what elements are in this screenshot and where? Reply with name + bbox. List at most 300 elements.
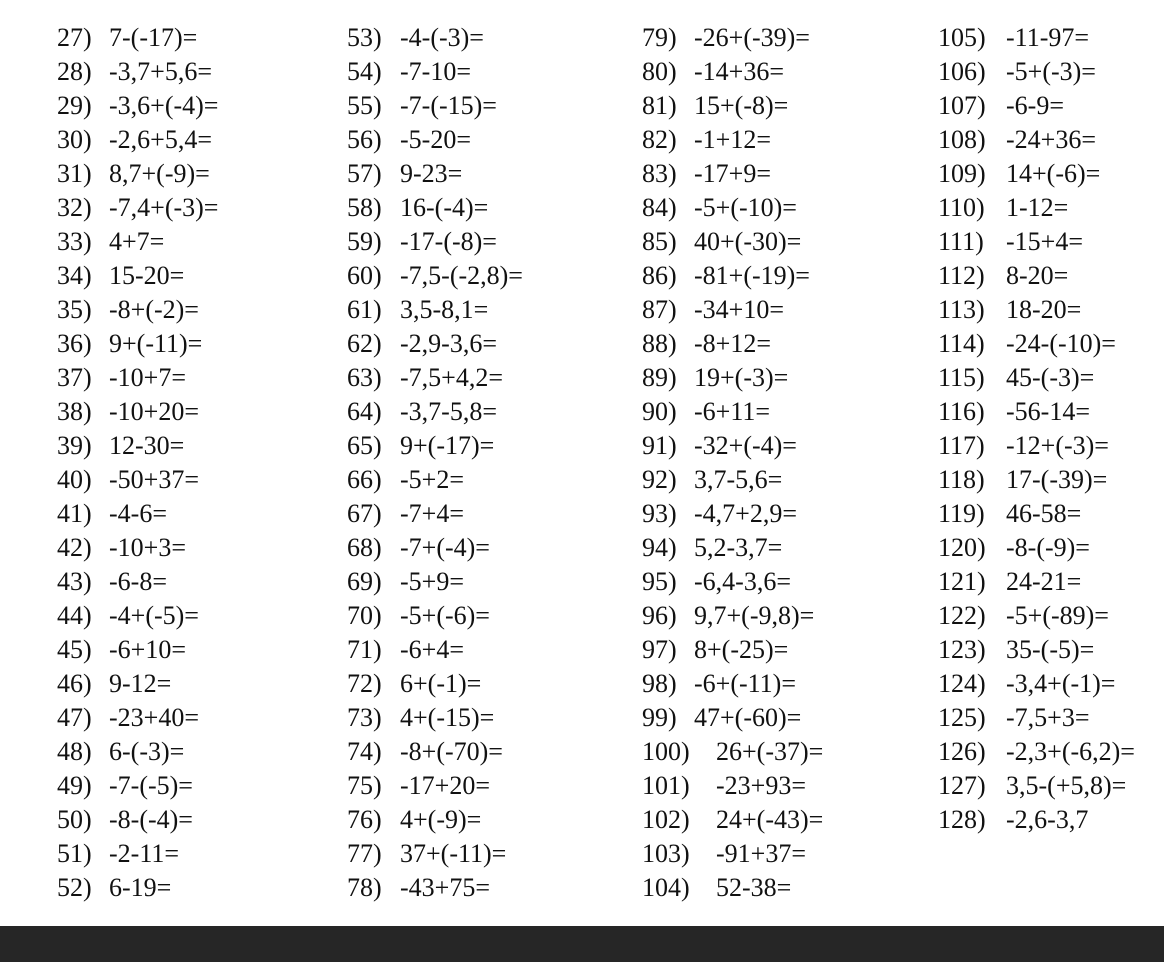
- exercise-item: [642, 701, 823, 735]
- exercise-item: [938, 735, 1135, 769]
- exercise-item: [642, 497, 823, 531]
- exercise-expression: 52-38=: [716, 873, 792, 902]
- exercise-number: 110): [938, 193, 985, 222]
- exercise-number: 78): [347, 873, 382, 902]
- exercise-item: [642, 667, 823, 701]
- exercise-number: 49): [57, 771, 92, 800]
- exercise-number: 28): [57, 57, 92, 86]
- exercise-expression: -32+(-4)=: [694, 431, 797, 460]
- exercise-item: [642, 123, 823, 157]
- exercise-item: [57, 599, 218, 633]
- exercise-expression: -24+36=: [1006, 125, 1096, 154]
- exercise-item: [347, 633, 523, 667]
- exercise-number: 127): [938, 771, 986, 800]
- exercise-item: [57, 565, 218, 599]
- exercise-number: 67): [347, 499, 382, 528]
- exercise-number: 96): [642, 601, 677, 630]
- exercise-number: 111): [938, 227, 984, 256]
- exercise-expression: -8+12=: [694, 329, 771, 358]
- exercise-expression: 8-20=: [1006, 261, 1069, 290]
- exercise-item: [642, 429, 823, 463]
- exercise-item: [938, 497, 1135, 531]
- exercise-item: [57, 21, 218, 55]
- exercise-number: 117): [938, 431, 985, 460]
- exercise-expression: -17+20=: [400, 771, 490, 800]
- exercise-item: [938, 55, 1135, 89]
- exercise-number: 31): [57, 159, 92, 188]
- exercise-item: [938, 667, 1135, 701]
- exercise-item: [347, 327, 523, 361]
- exercise-expression: -5+2=: [400, 465, 464, 494]
- exercise-expression: -12+(-3)=: [1006, 431, 1109, 460]
- exercise-expression: -8-(-9)=: [1006, 533, 1090, 562]
- exercise-number: 55): [347, 91, 382, 120]
- exercise-expression: -26+(-39)=: [694, 23, 810, 52]
- exercise-expression: 45-(-3)=: [1006, 363, 1095, 392]
- exercise-expression: 6-(-3)=: [109, 737, 185, 766]
- exercise-expression: -15+4=: [1006, 227, 1083, 256]
- exercise-expression: -3,6+(-4)=: [109, 91, 219, 120]
- exercise-number: 58): [347, 193, 382, 222]
- exercise-item: [642, 259, 823, 293]
- exercise-expression: -81+(-19)=: [694, 261, 810, 290]
- exercise-number: 69): [347, 567, 382, 596]
- exercise-item: [938, 191, 1135, 225]
- exercise-number: 108): [938, 125, 986, 154]
- exercise-number: 84): [642, 193, 677, 222]
- exercise-expression: -6+4=: [400, 635, 464, 664]
- exercise-expression: 35-(-5)=: [1006, 635, 1095, 664]
- exercise-item: [642, 837, 823, 871]
- exercise-expression: 4+(-15)=: [400, 703, 495, 732]
- exercise-item: [347, 361, 523, 395]
- exercise-item: [347, 871, 523, 905]
- exercise-number: 57): [347, 159, 382, 188]
- exercise-item: [642, 871, 823, 905]
- exercise-number: 92): [642, 465, 677, 494]
- exercise-number: 106): [938, 57, 986, 86]
- exercise-number: 113): [938, 295, 985, 324]
- exercise-expression: -2,3+(-6,2)=: [1006, 737, 1135, 766]
- exercise-expression: -7-(-15)=: [400, 91, 497, 120]
- exercise-item: [347, 123, 523, 157]
- exercise-item: [347, 429, 523, 463]
- exercise-item: [57, 769, 218, 803]
- exercise-item: [642, 157, 823, 191]
- exercise-item: [57, 361, 218, 395]
- exercise-item: [57, 89, 218, 123]
- exercise-expression: -5+(-89)=: [1006, 601, 1109, 630]
- exercise-expression: 9+(-17)=: [400, 431, 495, 460]
- exercise-item: [938, 21, 1135, 55]
- exercise-expression: -91+37=: [716, 839, 806, 868]
- exercise-expression: -4-(-3)=: [400, 23, 484, 52]
- exercise-number: 98): [642, 669, 677, 698]
- exercise-number: 59): [347, 227, 382, 256]
- exercise-item: [347, 225, 523, 259]
- exercise-item: [57, 259, 218, 293]
- exercise-item: [938, 463, 1135, 497]
- exercise-expression: 15-20=: [109, 261, 185, 290]
- exercise-number: 114): [938, 329, 985, 358]
- exercise-item: [938, 803, 1135, 837]
- exercise-number: 112): [938, 261, 985, 290]
- exercise-item: [642, 395, 823, 429]
- exercise-number: 37): [57, 363, 92, 392]
- exercise-expression: 47+(-60)=: [694, 703, 802, 732]
- exercise-expression: -2,6+5,4=: [109, 125, 212, 154]
- exercise-item: [938, 701, 1135, 735]
- exercise-expression: -24-(-10)=: [1006, 329, 1116, 358]
- exercise-item: [57, 463, 218, 497]
- exercise-item: [642, 803, 823, 837]
- exercise-number: 105): [938, 23, 986, 52]
- exercise-expression: 1-12=: [1006, 193, 1069, 222]
- exercise-number: 94): [642, 533, 677, 562]
- exercise-expression: -6,4-3,6=: [694, 567, 791, 596]
- exercise-item: [938, 395, 1135, 429]
- exercise-number: 76): [347, 805, 382, 834]
- exercise-item: [938, 429, 1135, 463]
- exercise-expression: -5+(-10)=: [694, 193, 797, 222]
- exercise-item: [642, 191, 823, 225]
- exercise-item: [57, 293, 218, 327]
- exercise-expression: -56-14=: [1006, 397, 1090, 426]
- exercise-number: 103): [642, 839, 690, 868]
- exercise-expression: 8+(-25)=: [694, 635, 789, 664]
- exercise-item: [642, 531, 823, 565]
- exercise-expression: 9+(-11)=: [109, 329, 203, 358]
- exercise-expression: -7,5-(-2,8)=: [400, 261, 523, 290]
- exercise-expression: 4+(-9)=: [400, 805, 482, 834]
- exercise-expression: -6-9=: [1006, 91, 1064, 120]
- exercise-number: 51): [57, 839, 92, 868]
- exercise-expression: -8+(-70)=: [400, 737, 503, 766]
- exercise-item: [347, 259, 523, 293]
- exercise-item: [347, 599, 523, 633]
- exercise-item: [347, 497, 523, 531]
- exercise-expression: 12-30=: [109, 431, 185, 460]
- exercise-number: 79): [642, 23, 677, 52]
- exercise-expression: -7+4=: [400, 499, 464, 528]
- exercise-number: 27): [57, 23, 92, 52]
- exercise-item: [347, 735, 523, 769]
- exercise-number: 39): [57, 431, 92, 460]
- exercise-expression: 3,7-5,6=: [694, 465, 783, 494]
- exercise-expression: 24+(-43)=: [716, 805, 824, 834]
- exercise-expression: -2,9-3,6=: [400, 329, 497, 358]
- exercise-expression: -34+10=: [694, 295, 784, 324]
- exercise-expression: -3,7+5,6=: [109, 57, 212, 86]
- exercise-expression: 9,7+(-9,8)=: [694, 601, 815, 630]
- exercise-number: 48): [57, 737, 92, 766]
- exercise-number: 45): [57, 635, 92, 664]
- exercise-item: [57, 327, 218, 361]
- exercise-expression: -5-20=: [400, 125, 471, 154]
- exercise-number: 128): [938, 805, 986, 834]
- exercise-number: 74): [347, 737, 382, 766]
- exercise-expression: 4+7=: [109, 227, 165, 256]
- exercise-column-3: [642, 21, 823, 905]
- exercise-expression: -5+9=: [400, 567, 464, 596]
- exercise-number: 46): [57, 669, 92, 698]
- exercise-number: 101): [642, 771, 690, 800]
- exercise-number: 85): [642, 227, 677, 256]
- exercise-item: [642, 293, 823, 327]
- exercise-item: [347, 837, 523, 871]
- exercise-number: 99): [642, 703, 677, 732]
- exercise-expression: 40+(-30)=: [694, 227, 802, 256]
- exercise-item: [642, 225, 823, 259]
- exercise-expression: 6-19=: [109, 873, 172, 902]
- exercise-expression: 3,5-(+5,8)=: [1006, 771, 1127, 800]
- exercise-number: 75): [347, 771, 382, 800]
- exercise-expression: -7+(-4)=: [400, 533, 490, 562]
- exercise-number: 30): [57, 125, 92, 154]
- exercise-item: [642, 327, 823, 361]
- exercise-number: 72): [347, 669, 382, 698]
- exercise-item: [57, 871, 218, 905]
- exercise-item: [347, 191, 523, 225]
- exercise-number: 47): [57, 703, 92, 732]
- exercise-number: 89): [642, 363, 677, 392]
- exercise-expression: -10+20=: [109, 397, 199, 426]
- exercise-item: [347, 531, 523, 565]
- exercise-number: 56): [347, 125, 382, 154]
- exercise-item: [642, 735, 823, 769]
- exercise-item: [347, 89, 523, 123]
- exercise-expression: -17-(-8)=: [400, 227, 497, 256]
- exercise-item: [938, 599, 1135, 633]
- exercise-number: 93): [642, 499, 677, 528]
- exercise-number: 29): [57, 91, 92, 120]
- exercise-number: 81): [642, 91, 677, 120]
- exercise-number: 82): [642, 125, 677, 154]
- exercise-number: 115): [938, 363, 985, 392]
- exercise-item: [347, 463, 523, 497]
- exercise-item: [347, 565, 523, 599]
- exercise-number: 80): [642, 57, 677, 86]
- exercise-expression: -3,4+(-1)=: [1006, 669, 1116, 698]
- exercise-number: 107): [938, 91, 986, 120]
- exercise-expression: -2-11=: [109, 839, 180, 868]
- exercise-expression: 19+(-3)=: [694, 363, 789, 392]
- exercise-number: 88): [642, 329, 677, 358]
- exercise-number: 87): [642, 295, 677, 324]
- exercise-item: [57, 531, 218, 565]
- exercise-number: 126): [938, 737, 986, 766]
- exercise-number: 122): [938, 601, 986, 630]
- exercise-item: [938, 327, 1135, 361]
- exercise-number: 102): [642, 805, 690, 834]
- exercise-number: 77): [347, 839, 382, 868]
- exercise-item: [57, 497, 218, 531]
- exercise-item: [57, 735, 218, 769]
- exercise-item: [642, 565, 823, 599]
- exercise-item: [57, 803, 218, 837]
- exercise-number: 50): [57, 805, 92, 834]
- exercise-number: 95): [642, 567, 677, 596]
- exercise-item: [57, 633, 218, 667]
- exercise-item: [642, 633, 823, 667]
- exercise-number: 125): [938, 703, 986, 732]
- exercise-number: 64): [347, 397, 382, 426]
- exercise-expression: -43+75=: [400, 873, 490, 902]
- exercise-item: [57, 837, 218, 871]
- exercise-expression: 5,2-3,7=: [694, 533, 783, 562]
- exercise-number: 104): [642, 873, 690, 902]
- exercise-number: 52): [57, 873, 92, 902]
- exercise-number: 123): [938, 635, 986, 664]
- exercise-number: 120): [938, 533, 986, 562]
- exercise-number: 43): [57, 567, 92, 596]
- exercise-number: 53): [347, 23, 382, 52]
- exercise-expression: -50+37=: [109, 465, 199, 494]
- exercise-expression: -6+(-11)=: [694, 669, 796, 698]
- exercise-number: 36): [57, 329, 92, 358]
- exercise-item: [938, 123, 1135, 157]
- exercise-expression: -3,7-5,8=: [400, 397, 497, 426]
- exercise-number: 121): [938, 567, 986, 596]
- exercise-expression: 17-(-39)=: [1006, 465, 1108, 494]
- exercise-number: 97): [642, 635, 677, 664]
- exercise-expression: 16-(-4)=: [400, 193, 489, 222]
- exercise-item: [642, 769, 823, 803]
- exercise-expression: -7,4+(-3)=: [109, 193, 219, 222]
- exercise-number: 32): [57, 193, 92, 222]
- exercise-expression: -6+11=: [694, 397, 771, 426]
- exercise-expression: -8-(-4)=: [109, 805, 193, 834]
- exercise-number: 60): [347, 261, 382, 290]
- exercise-item: [938, 531, 1135, 565]
- exercise-item: [57, 225, 218, 259]
- exercise-item: [57, 55, 218, 89]
- exercise-item: [642, 463, 823, 497]
- exercise-expression: 6+(-1)=: [400, 669, 482, 698]
- exercise-number: 124): [938, 669, 986, 698]
- exercise-item: [938, 89, 1135, 123]
- exercise-number: 70): [347, 601, 382, 630]
- exercise-expression: -11-97=: [1006, 23, 1090, 52]
- exercise-column-4: [938, 21, 1135, 837]
- exercise-number: 38): [57, 397, 92, 426]
- exercise-expression: -4+(-5)=: [109, 601, 199, 630]
- exercise-item: [642, 55, 823, 89]
- exercise-expression: 37+(-11)=: [400, 839, 507, 868]
- exercise-item: [938, 769, 1135, 803]
- exercise-expression: 18-20=: [1006, 295, 1082, 324]
- exercise-number: 68): [347, 533, 382, 562]
- exercise-expression: -6-8=: [109, 567, 167, 596]
- exercise-number: 40): [57, 465, 92, 494]
- exercise-expression: -17+9=: [694, 159, 771, 188]
- exercise-item: [57, 157, 218, 191]
- exercise-item: [57, 667, 218, 701]
- exercise-expression: -1+12=: [694, 125, 771, 154]
- exercise-item: [57, 123, 218, 157]
- exercise-expression: -5+(-3)=: [1006, 57, 1096, 86]
- exercise-item: [938, 225, 1135, 259]
- exercise-number: 65): [347, 431, 382, 460]
- exercise-number: 119): [938, 499, 985, 528]
- exercise-item: [938, 565, 1135, 599]
- exercise-expression: 9-23=: [400, 159, 463, 188]
- exercise-item: [938, 361, 1135, 395]
- exercise-expression: 26+(-37)=: [716, 737, 824, 766]
- exercise-expression: -10+7=: [109, 363, 186, 392]
- exercise-column-1: [57, 21, 218, 905]
- exercise-number: 63): [347, 363, 382, 392]
- exercise-expression: 15+(-8)=: [694, 91, 789, 120]
- exercise-item: [938, 259, 1135, 293]
- exercise-item: [57, 429, 218, 463]
- exercise-number: 91): [642, 431, 677, 460]
- exercise-item: [642, 21, 823, 55]
- exercise-number: 73): [347, 703, 382, 732]
- exercise-item: [57, 701, 218, 735]
- exercise-item: [347, 55, 523, 89]
- exercise-number: 83): [642, 159, 677, 188]
- exercise-item: [347, 667, 523, 701]
- exercise-number: 61): [347, 295, 382, 324]
- exercise-item: [347, 769, 523, 803]
- exercise-expression: -7-(-5)=: [109, 771, 193, 800]
- exercise-number: 54): [347, 57, 382, 86]
- exercise-number: 42): [57, 533, 92, 562]
- exercise-number: 118): [938, 465, 985, 494]
- exercise-expression: -7,5+3=: [1006, 703, 1090, 732]
- exercise-number: 66): [347, 465, 382, 494]
- bottom-bar: [0, 926, 1164, 962]
- exercise-expression: 3,5-8,1=: [400, 295, 489, 324]
- exercise-expression: -2,6-3,7: [1006, 805, 1089, 834]
- exercise-number: 33): [57, 227, 92, 256]
- exercise-expression: 9-12=: [109, 669, 172, 698]
- exercise-number: 116): [938, 397, 985, 426]
- exercise-expression: -4-6=: [109, 499, 167, 528]
- exercise-number: 34): [57, 261, 92, 290]
- exercise-expression: -7,5+4,2=: [400, 363, 503, 392]
- exercise-item: [347, 395, 523, 429]
- exercise-item: [642, 89, 823, 123]
- exercise-number: 90): [642, 397, 677, 426]
- exercise-expression: 46-58=: [1006, 499, 1082, 528]
- exercise-item: [347, 21, 523, 55]
- exercise-expression: -4,7+2,9=: [694, 499, 797, 528]
- exercise-expression: -5+(-6)=: [400, 601, 490, 630]
- exercise-expression: 7-(-17)=: [109, 23, 198, 52]
- exercise-item: [938, 293, 1135, 327]
- exercise-item: [57, 191, 218, 225]
- exercise-number: 41): [57, 499, 92, 528]
- exercise-number: 62): [347, 329, 382, 358]
- exercise-item: [642, 361, 823, 395]
- exercise-expression: -8+(-2)=: [109, 295, 199, 324]
- exercise-expression: -14+36=: [694, 57, 784, 86]
- exercise-expression: 14+(-6)=: [1006, 159, 1101, 188]
- exercise-item: [57, 395, 218, 429]
- exercise-number: 71): [347, 635, 382, 664]
- exercise-item: [347, 157, 523, 191]
- exercise-expression: -10+3=: [109, 533, 186, 562]
- exercise-expression: -7-10=: [400, 57, 471, 86]
- exercise-item: [347, 293, 523, 327]
- exercise-number: 44): [57, 601, 92, 630]
- exercise-expression: -23+93=: [716, 771, 806, 800]
- exercise-expression: -6+10=: [109, 635, 186, 664]
- exercise-expression: -23+40=: [109, 703, 199, 732]
- exercise-item: [347, 701, 523, 735]
